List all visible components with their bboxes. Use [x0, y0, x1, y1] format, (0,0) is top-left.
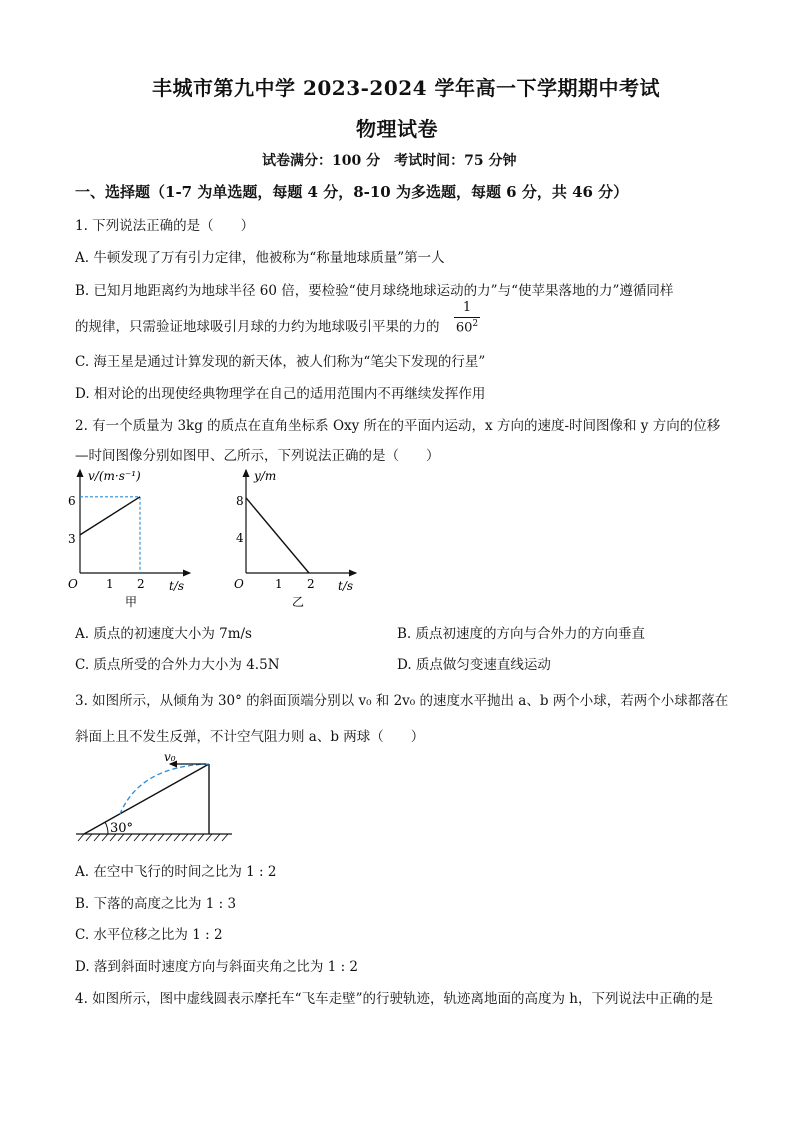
jia-caption: 甲 — [125, 595, 138, 609]
q3-option-a: A. 在空中飞行的时间之比为 1 : 2 — [75, 864, 277, 880]
exam-meta: 试卷满分：100 分 考试时间：75 分钟 — [262, 153, 517, 169]
q1-option-d: D. 相对论的出现使经典物理学在自己的适用范围内不再继续发挥作用 — [75, 386, 486, 402]
q1-fraction — [454, 300, 480, 335]
jia-ytick-6: 6 — [68, 494, 76, 508]
yi-xtick-2: 2 — [307, 577, 315, 591]
exam-title: 丰城市第九中学 2023-2024 学年高一下学期期中考试 — [152, 76, 661, 100]
angle-arc — [105, 822, 108, 834]
fraction-denominator-base: 60 — [455, 320, 473, 336]
jia-origin: O — [68, 577, 78, 591]
yi-x-label: t/s — [338, 579, 354, 593]
exam-subtitle: 物理试卷 — [356, 117, 438, 141]
jia-x-label: t/s — [169, 579, 185, 593]
fraction-bar — [454, 317, 480, 318]
jia-y-label: v/(m·s⁻¹) — [88, 469, 141, 483]
incline-figure — [70, 748, 240, 848]
q2-option-d: D. 质点做匀变速直线运动 — [397, 657, 551, 673]
q1-option-c: C. 海王星是通过计算发现的新天体，被人们称为“笔尖下发现的行星” — [75, 354, 486, 370]
q3-option-b: B. 下落的高度之比为 1 : 3 — [75, 896, 237, 912]
q1-option-b-line1: B. 已知月地距离约为地球半径 60 倍，要检验“使月球绕地球运动的力”与“使苹果落地的力”遵循同样 — [75, 283, 674, 299]
jia-series-line — [80, 497, 140, 535]
q3-stem-line2: 斜面上且不发生反弹，不计空气阻力则 a、b 两球（ ） — [75, 729, 425, 745]
q3-option-c: C. 水平位移之比为 1 : 2 — [75, 927, 223, 943]
yi-origin: O — [234, 577, 244, 591]
q2-stem-line1: 2. 有一个质量为 3kg 的质点在直角坐标系 Oxy 所在的平面内运动，x 方向的速度-时间图像和 y 方向的位移 — [75, 418, 721, 434]
figure-jia-chart — [62, 462, 202, 612]
jia-xtick-2: 2 — [137, 577, 145, 591]
fraction-numerator: 1 — [462, 300, 472, 315]
jia-xtick-1: 1 — [106, 577, 114, 591]
velocity-label: v₀ — [164, 750, 176, 764]
yi-y-label: y/m — [254, 469, 277, 483]
q2-option-b: B. 质点初速度的方向与合外力的方向垂直 — [397, 626, 646, 642]
q2-stem-line2: —时间图像分别如图甲、乙所示，下列说法正确的是（ ） — [75, 448, 440, 464]
q2-option-a: A. 质点的初速度大小为 7m/s — [75, 626, 252, 642]
q1-option-a: A. 牛顿发现了万有引力定律，他被称为“称量地球质量”第一人 — [75, 250, 445, 266]
incline-surface — [84, 764, 209, 834]
figure-yi-chart — [228, 462, 368, 612]
q3-option-d: D. 落到斜面时速度方向与斜面夹角之比为 1 : 2 — [75, 959, 359, 975]
q4-stem: 4. 如图所示，图中虚线圆表示摩托车“飞车走壁”的行驶轨迹，轨迹离地面的高度为 h，下列说法中正确的是 — [75, 991, 713, 1007]
yi-series-line — [246, 498, 309, 573]
q1-stem: 1. 下列说法正确的是（ ） — [75, 218, 255, 234]
q3-stem-line1: 3. 如图所示，从倾角为 30° 的斜面顶端分别以 v₀ 和 2v₀ 的速度水平抛出 a、b 两个小球，若两个小球都落在 — [75, 693, 729, 709]
fraction-exponent: 2 — [472, 319, 479, 329]
jia-ytick-3: 3 — [68, 532, 76, 546]
fraction-denominator — [454, 319, 480, 335]
yi-ytick-4: 4 — [236, 531, 244, 545]
q2-option-c: C. 质点所受的合外力大小为 4.5N — [75, 657, 280, 673]
section-heading: 一、选择题（1-7 为单选题，每题 4 分，8-10 为多选题，每题 6 分，共 46 分） — [75, 183, 629, 201]
yi-ytick-8: 8 — [236, 494, 244, 508]
yi-caption: 乙 — [292, 595, 305, 609]
angle-label: 30° — [110, 821, 134, 836]
ground-hatching — [78, 834, 228, 841]
q1-option-b-line2: 的规律，只需验证地球吸引月球的力约为地球吸引平果的力的 — [75, 319, 440, 335]
yi-xtick-1: 1 — [275, 577, 283, 591]
